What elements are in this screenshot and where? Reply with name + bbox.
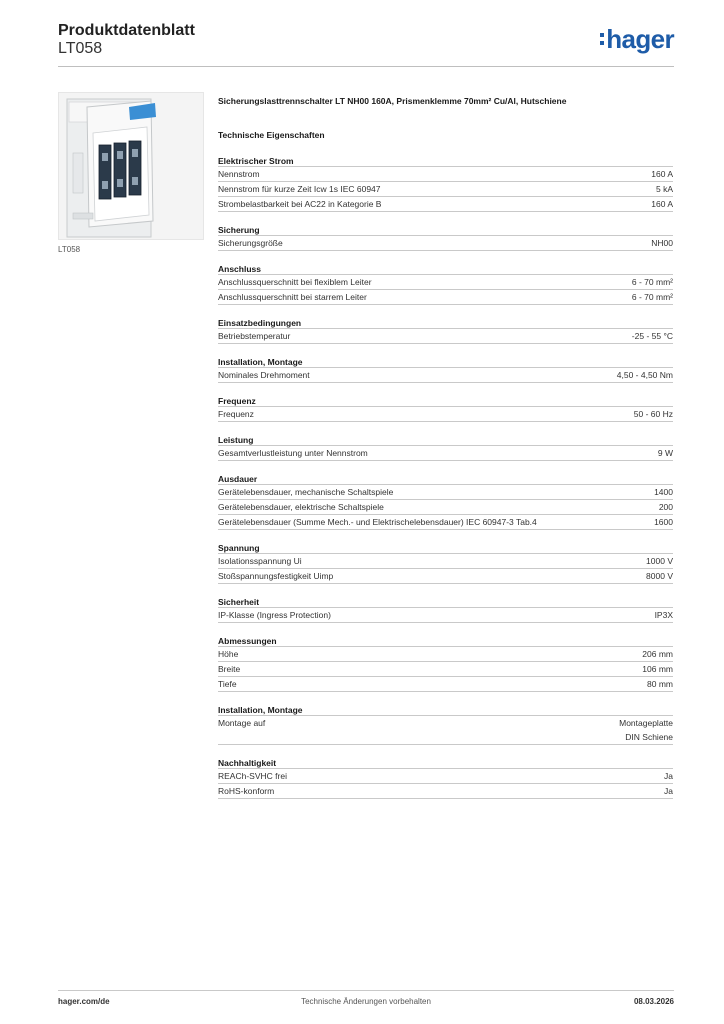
header-divider [58,66,674,67]
hager-logo [600,25,674,53]
footer-notice: Technische Änderungen vorbehalten [301,997,431,1006]
property-value: 9 W [657,448,673,458]
property-section [218,395,673,422]
property-row [218,446,673,461]
logo-text: hager [606,24,674,54]
page-footer [58,997,674,1011]
property-label: Gesamtverlustleistung unter Nennstrom [218,448,368,458]
section-title: Abmessungen [218,635,673,647]
property-label: Gerätelebensdauer, mechanische Schaltspiele [218,487,394,497]
property-value: 106 mm [642,664,673,674]
property-label: Anschlussquerschnitt bei starrem Leiter [218,292,367,302]
property-section [218,635,673,692]
property-value: 4,50 - 4,50 Nm [616,370,673,380]
product-description: Sicherungslasttrennschalter LT NH00 160A, Prismenklemme 70mm² Cu/Al, Hutschiene [218,96,567,106]
property-label: Tiefe [218,679,237,689]
property-value: Ja [664,771,673,781]
property-row [218,647,673,662]
property-row [218,677,673,692]
property-value: 1600 [654,517,673,527]
section-title: Installation, Montage [218,704,673,716]
property-row [218,485,673,500]
property-row [218,784,673,799]
property-label: Gerätelebensdauer, elektrische Schaltspiele [218,502,384,512]
property-row [218,290,673,305]
property-row [218,167,673,182]
property-label: Strombelastbarkeit bei AC22 in Kategorie B [218,199,382,209]
property-label: Nennstrom [218,169,260,179]
property-row [218,554,673,569]
property-section [218,473,673,530]
property-row [218,569,673,584]
property-section [218,356,673,383]
section-title: Leistung [218,434,673,446]
property-value: 160 A [651,199,673,209]
property-label: Isolationsspannung Ui [218,556,302,566]
property-section [218,757,673,799]
footer-website: hager.com/de [58,997,110,1006]
property-label: IP-Klasse (Ingress Protection) [218,610,331,620]
property-value: 80 mm [647,679,673,689]
property-label: Sicherungsgröße [218,238,283,248]
property-row [218,769,673,784]
property-value: 8000 V [646,571,673,581]
footer-date: 08.03.2026 [633,997,674,1006]
section-title: Sicherung [218,224,673,236]
property-label: Gerätelebensdauer (Summe Mech.- und Elektrischelebensdauer) IEC 60947-3 Tab.4 [218,517,537,527]
property-section [218,263,673,305]
footer-divider [58,990,674,991]
fuse-switch-image [59,93,204,240]
property-row [218,329,673,344]
property-value: IP3X [654,610,673,620]
property-value: Montageplatte DIN Schiene [619,718,673,742]
section-title: Sicherheit [218,596,673,608]
property-label: Nominales Drehmoment [218,370,310,380]
property-label: Anschlussquerschnitt bei flexiblem Leiter [218,277,372,287]
property-section [218,704,673,745]
property-value: 206 mm [642,649,673,659]
property-label: Höhe [218,649,239,659]
property-row [218,515,673,530]
logo-dots-icon [600,33,604,45]
section-title: Einsatzbedingungen [218,317,673,329]
section-title: Spannung [218,542,673,554]
property-value: 50 - 60 Hz [633,409,673,419]
page-header [58,20,674,68]
property-label: Betriebstemperatur [218,331,291,341]
section-title: Ausdauer [218,473,673,485]
property-label: Breite [218,664,241,674]
section-title: Elektrischer Strom [218,155,673,167]
technical-properties-heading: Technische Eigenschaften [218,130,325,140]
document-title: Produktdatenblatt [58,22,195,39]
property-row [218,716,673,745]
property-section [218,434,673,461]
property-section [218,317,673,344]
property-value: -25 - 55 °C [631,331,673,341]
property-row [218,197,673,212]
property-section [218,155,673,212]
property-section [218,596,673,623]
property-section [218,224,673,251]
product-details [218,96,673,799]
property-row [218,500,673,515]
property-value: 1400 [654,487,673,497]
product-code: LT058 [58,40,103,57]
property-label: REACh-SVHC frei [218,771,287,781]
section-title: Nachhaltigkeit [218,757,673,769]
section-title: Anschluss [218,263,673,275]
property-value: 6 - 70 mm² [631,292,673,302]
property-row [218,407,673,422]
property-value: 6 - 70 mm² [631,277,673,287]
section-title: Frequenz [218,395,673,407]
property-value: 160 A [651,169,673,179]
section-title: Installation, Montage [218,356,673,368]
property-value: Ja [664,786,673,796]
property-row [218,368,673,383]
property-row [218,275,673,290]
property-row [218,236,673,251]
property-label: Frequenz [218,409,254,419]
image-caption: LT058 [58,245,81,254]
property-label: Nennstrom für kurze Zeit Icw 1s IEC 60947 [218,184,381,194]
property-section [218,542,673,584]
property-row [218,662,673,677]
property-value: 5 kA [655,184,673,194]
property-value: 200 [658,502,673,512]
property-value: 1000 V [646,556,673,566]
property-value: NH00 [651,238,673,248]
property-row [218,182,673,197]
property-label: Montage auf [218,718,266,728]
property-row [218,608,673,623]
property-sections [218,155,673,799]
product-image [58,92,204,240]
property-label: Stoßspannungsfestigkeit Uimp [218,571,334,581]
property-label: RoHS-konform [218,786,275,796]
